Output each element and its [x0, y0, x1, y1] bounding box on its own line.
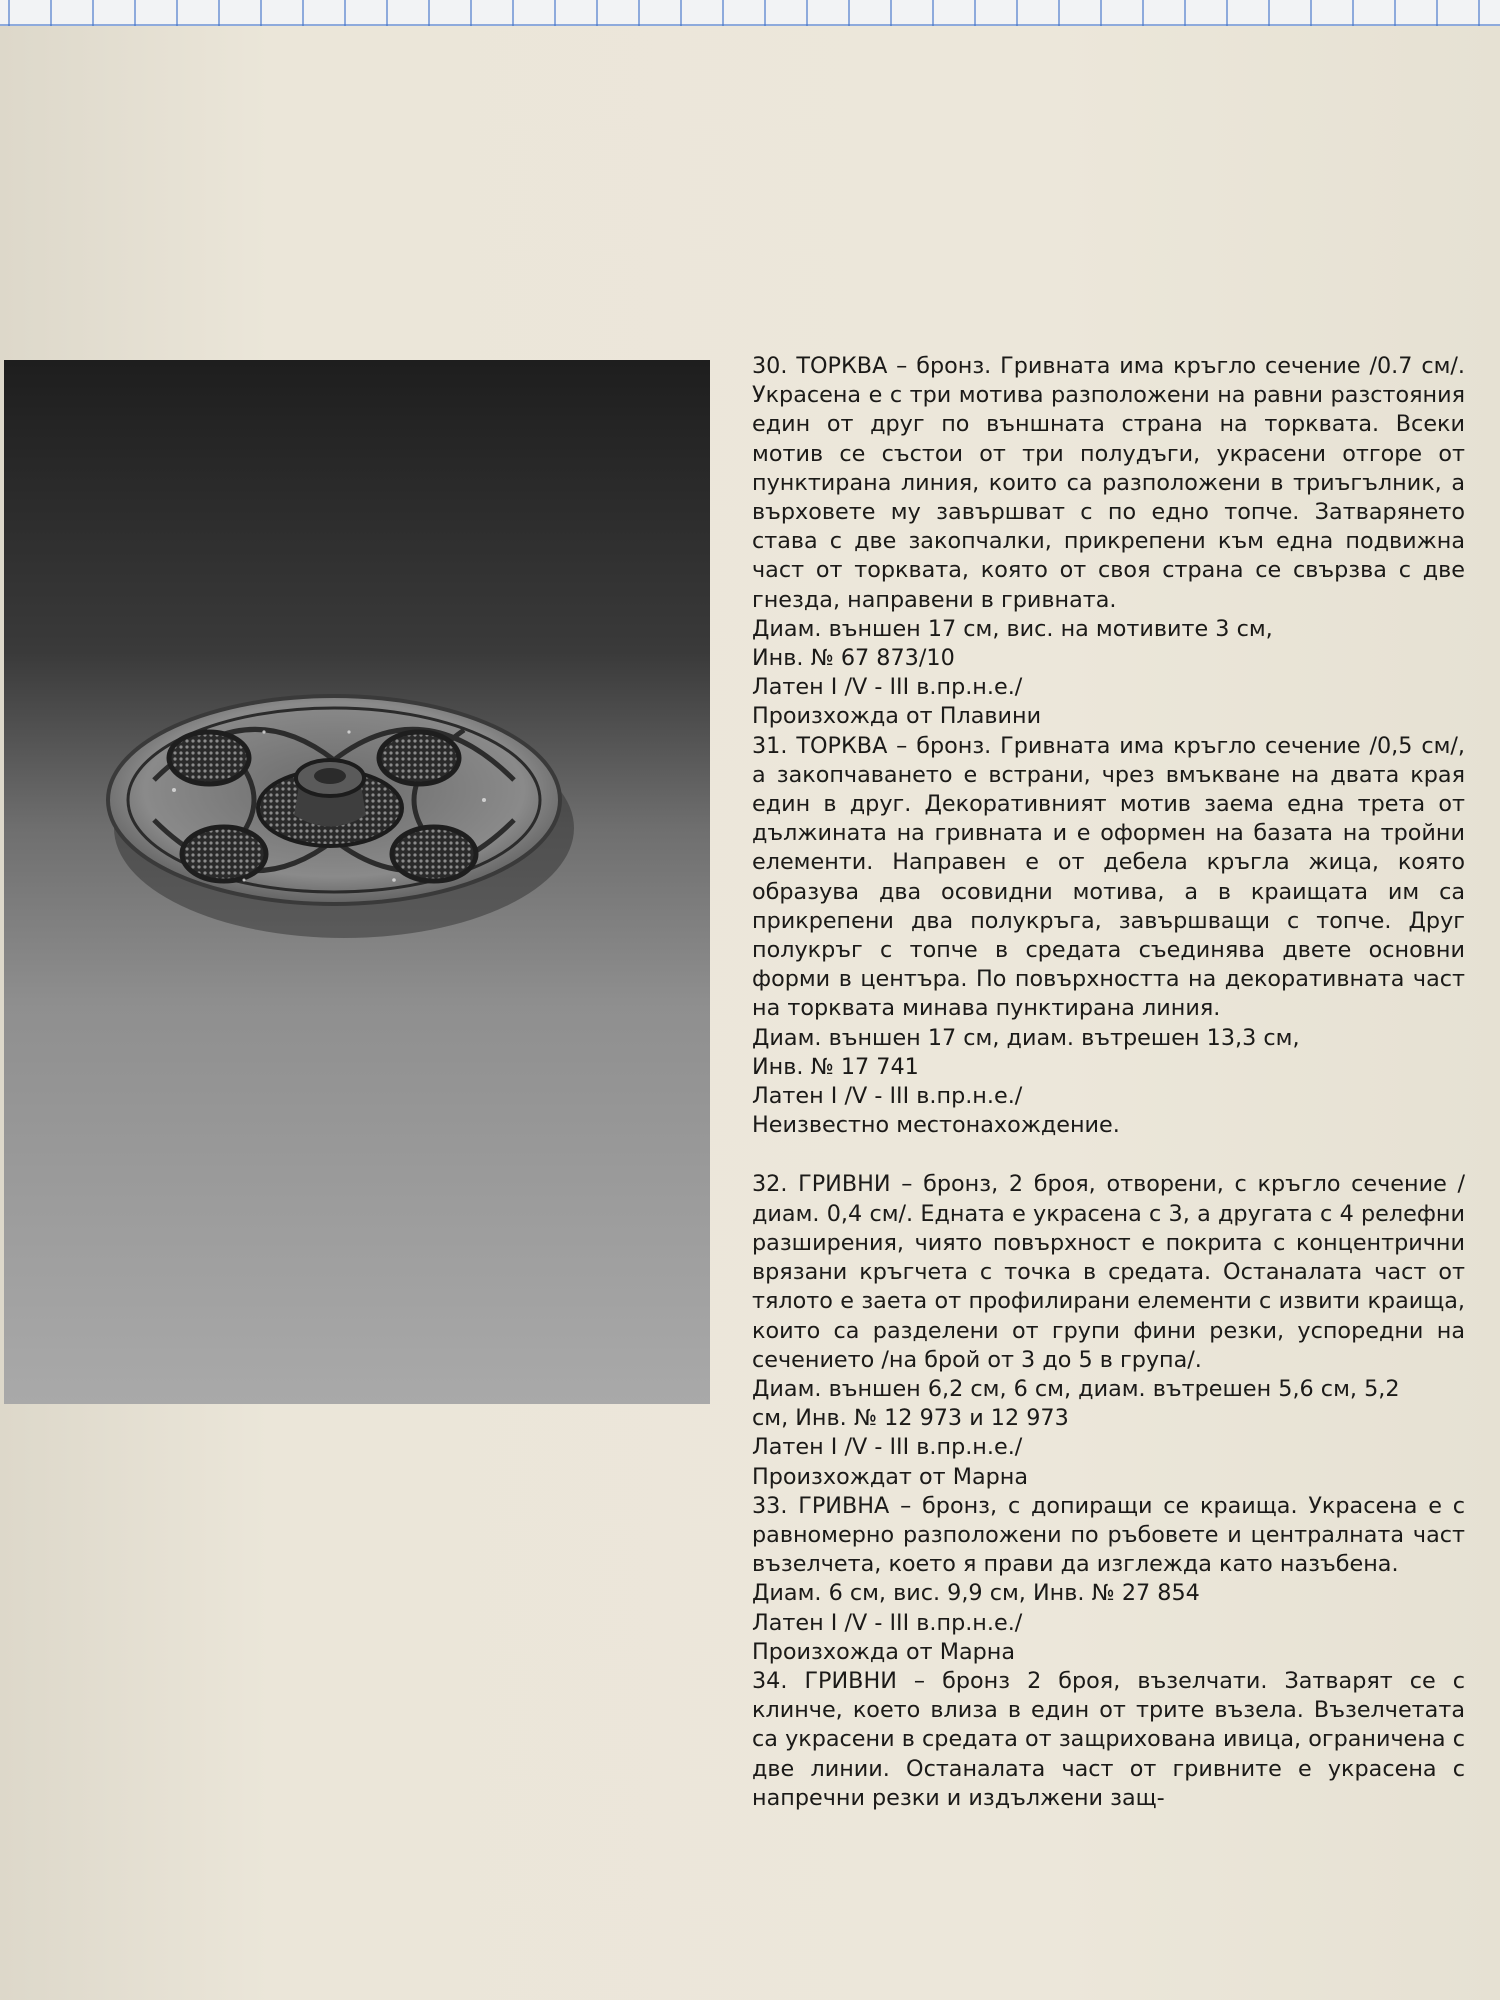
catalogue-entry-34	[752, 1667, 1465, 1813]
entry-number-title: 32. ГРИВНИ – бронз,	[752, 1171, 999, 1198]
entry-description	[752, 732, 1465, 1024]
entry-description-text: 2 броя, възелчати. Затварят се с клинче, което влиза в един от трите възела. Възелчетата са украсени в средата от защрихована ивица, ограничена с две линии. Останалата част от гривните е украсена с напречни резки и издължени защ-	[752, 1667, 1465, 1811]
catalogue-entry-30	[752, 352, 1465, 732]
entry-provenance: Произхожда от Плавини	[752, 703, 1042, 730]
medallion	[182, 827, 266, 881]
entry-spacer	[752, 1140, 1465, 1170]
entry-number-title: 31. ТОРКВА – бронз.	[752, 732, 992, 759]
entry-inventory: Инв. № 17 741	[752, 1053, 919, 1080]
catalogue-entry-32	[752, 1170, 1465, 1491]
entry-description	[752, 1667, 1465, 1813]
entry-description-text: Гривната има кръгло сечение /0,5 см/, а закопчаването е встрани, чрез вмъкване на двата края един в друг. Декоративният мотив заема една трета от дължината на гривната и е оформен на базата на тройни елементи. Направен е от дебела кръгла жица, която образува два осовидни мотива, а в краищата им са прикрепени два полукръга, завършващи с топче. Друг полукръг с топче в средата съединява двете основни форми в центъра. По повърхността на декоративната част на торквата минава пунктирана линия.	[752, 732, 1465, 1022]
entry-number-title: 33. ГРИВНА – бронз,	[752, 1492, 998, 1519]
medallion	[169, 732, 249, 784]
entry-period: Латен I /V - III в.пр.н.е./	[752, 1434, 1023, 1461]
centre-boss-hole	[314, 768, 346, 784]
catalogue-entry-31	[752, 732, 1465, 1141]
entry-description-text: Гривната има кръгло сечение /0.7 см/. Украсена е с три мотива разположени на равни разстояния един от друг по външната страна на торквата. Всеки мотив се състои от три полудъги, украсени отгоре от пунктирана линия, които са разположени в триъгълник, а върховете му завършват с по едно топче. Затварянето става с две закопчалки, прикрепени към една подвижна част от торквата, която от своя страна се свързва с две гнезда, направени в гривната.	[752, 353, 1465, 613]
torque-photograph	[4, 360, 710, 1404]
entry-period: Латен I /V - III в.пр.н.е./	[752, 1083, 1023, 1110]
entry-description	[752, 1170, 1465, 1374]
entry-inventory: см, Инв. № 12 973 и 12 973	[752, 1405, 1069, 1432]
entry-number-title: 34. ГРИВНИ – бронз	[752, 1667, 1011, 1694]
catalogue-entry-33	[752, 1492, 1465, 1667]
entry-dimensions: Диам. 6 см, вис. 9,9 см, Инв. № 27 854	[752, 1580, 1200, 1607]
entry-dimensions: Диам. външен 17 см, диам. вътрешен 13,3 см,	[752, 1024, 1300, 1051]
entry-dimensions: Диам. външен 6,2 см, 6 см, диам. вътрешен 5,6 см, 5,2	[752, 1375, 1400, 1402]
entry-dimensions: Диам. външен 17 см, вис. на мотивите 3 см,	[752, 615, 1273, 642]
medallion	[392, 827, 476, 881]
entry-description-text: с допиращи се краища. Украсена е с равномерно разположени по ръбовете и централната част възелчета, което я прави да изглежда като назъбена.	[752, 1492, 1466, 1578]
entry-provenance: Произхождат от Марна	[752, 1463, 1029, 1490]
entry-description	[752, 1492, 1465, 1580]
entry-description-text: 2 броя, отворени, с кръгло сечение /диам. 0,4 см/. Едната е украсена с 3, а другата с 4 релефни разширения, чиято повърхност е покрита с концентрични врязани кръгчета с точка в средата. Останалата част от тялото е заета от профилирани елементи с извити краища, които са разделени от групи фини резки, успоредни на сечението /на брой от 3 до 5 в група/.	[752, 1171, 1465, 1373]
entry-description	[752, 352, 1465, 615]
entry-number-title: 30. ТОРКВА – бронз.	[752, 353, 992, 379]
catalogue-text-column	[752, 352, 1465, 1813]
medallion	[379, 732, 459, 784]
entry-provenance: Произхожда от Марна	[752, 1638, 1016, 1665]
entry-period: Латен I /V - III в.пр.н.е./	[752, 674, 1023, 701]
entry-provenance: Неизвестно местонахождение.	[752, 1112, 1120, 1139]
grid-paper-strip	[0, 0, 1500, 28]
entry-period: Латен I /V - III в.пр.н.е./	[752, 1609, 1023, 1636]
entry-inventory: Инв. № 67 873/10	[752, 645, 955, 672]
